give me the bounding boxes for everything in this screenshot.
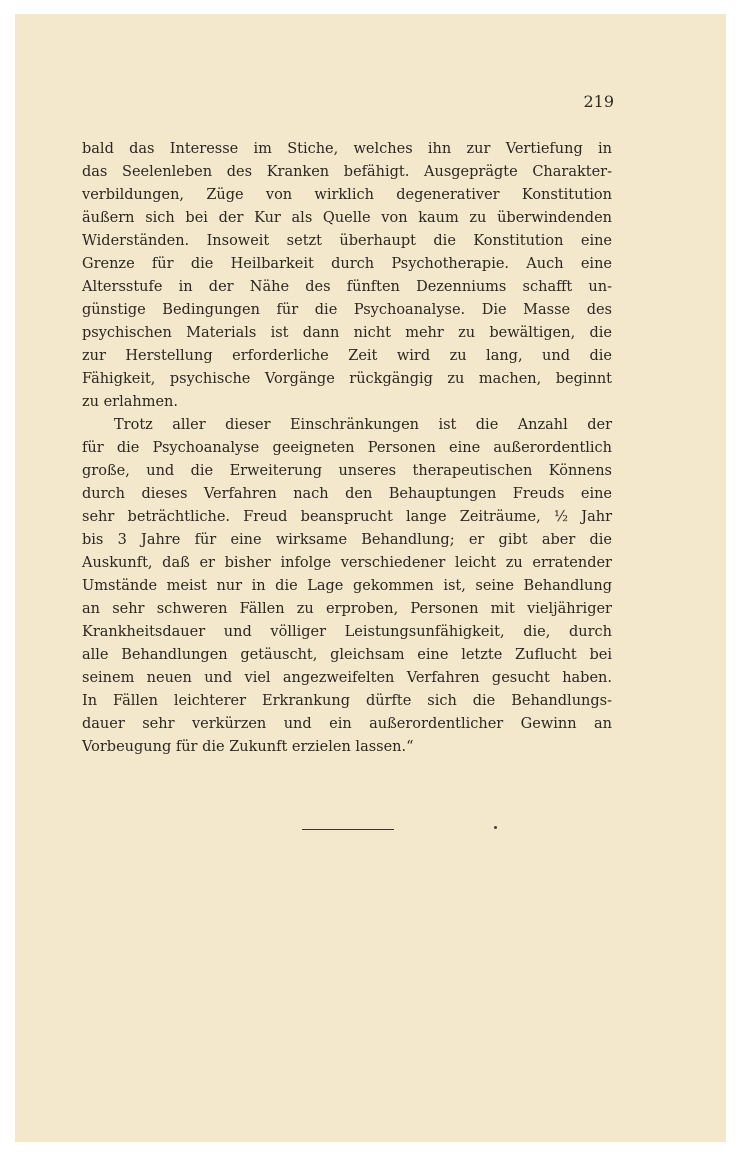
text-line: bald das Interesse im Stiche, welches ihn zur Vertiefung in — [82, 141, 612, 157]
text-line: sehr beträchtliche. Freud beansprucht lange Zeiträume, ½ Jahr — [82, 509, 612, 525]
text-line: Auskunft, daß er bisher infolge verschiedener leicht zu erratender — [82, 555, 612, 571]
text-line: das Seelenleben des Kranken befähigt. Ausgeprägte Charakter- — [82, 164, 612, 180]
text-line: seinem neuen und viel angezweifelten Verfahren gesucht haben. — [82, 670, 612, 686]
text-line: äußern sich bei der Kur als Quelle von kaum zu überwindenden — [82, 210, 612, 226]
text-line: für die Psychoanalyse geeigneten Personen eine außerordentlich — [82, 440, 612, 456]
text-line: psychischen Materials ist dann nicht mehr zu bewältigen, die — [82, 325, 612, 341]
page-number: 219 — [583, 92, 614, 111]
text-line: verbildungen, Züge von wirklich degenerativer Konstitution — [82, 187, 612, 203]
text-line: In Fällen leichterer Erkrankung dürfte sich die Behandlungs- — [82, 693, 612, 709]
text-line: Widerständen. Insoweit setzt überhaupt die Konstitution eine — [82, 233, 612, 249]
book-page — [15, 14, 726, 1142]
text-line: zur Herstellung erforderliche Zeit wird zu lang, und die — [82, 348, 612, 364]
paper-speck — [494, 826, 497, 829]
text-line: Grenze für die Heilbarkeit durch Psychotherapie. Auch eine — [82, 256, 612, 272]
text-line: durch dieses Verfahren nach den Behauptungen Freuds eine — [82, 486, 612, 502]
text-line: an sehr schweren Fällen zu erproben, Personen mit vieljähriger — [82, 601, 612, 617]
text-line: Altersstufe in der Nähe des fünften Dezenniums schafft un- — [82, 279, 612, 295]
section-end-rule — [302, 829, 394, 830]
text-line: große, und die Erweiterung unseres therapeutischen Könnens — [82, 463, 612, 479]
body-text — [82, 138, 612, 759]
text-line: dauer sehr verkürzen und ein außerordentlicher Gewinn an — [82, 716, 612, 732]
text-line: Trotz aller dieser Einschränkungen ist die Anzahl der — [114, 417, 612, 433]
text-line: bis 3 Jahre für eine wirksame Behandlung; er gibt aber die — [82, 532, 612, 548]
text-line: Krankheitsdauer und völliger Leistungsunfähigkeit, die, durch — [82, 624, 612, 640]
text-line: Umstände meist nur in die Lage gekommen ist, seine Behandlung — [82, 578, 612, 594]
text-line: Fähigkeit, psychische Vorgänge rückgängig zu machen, beginnt — [82, 371, 612, 387]
text-line: zu erlahmen. — [82, 394, 178, 410]
text-line: Vorbeugung für die Zukunft erzielen lassen.“ — [82, 739, 414, 755]
text-line: alle Behandlungen getäuscht, gleichsam eine letzte Zuflucht bei — [82, 647, 612, 663]
text-line: günstige Bedingungen für die Psychoanalyse. Die Masse des — [82, 302, 612, 318]
